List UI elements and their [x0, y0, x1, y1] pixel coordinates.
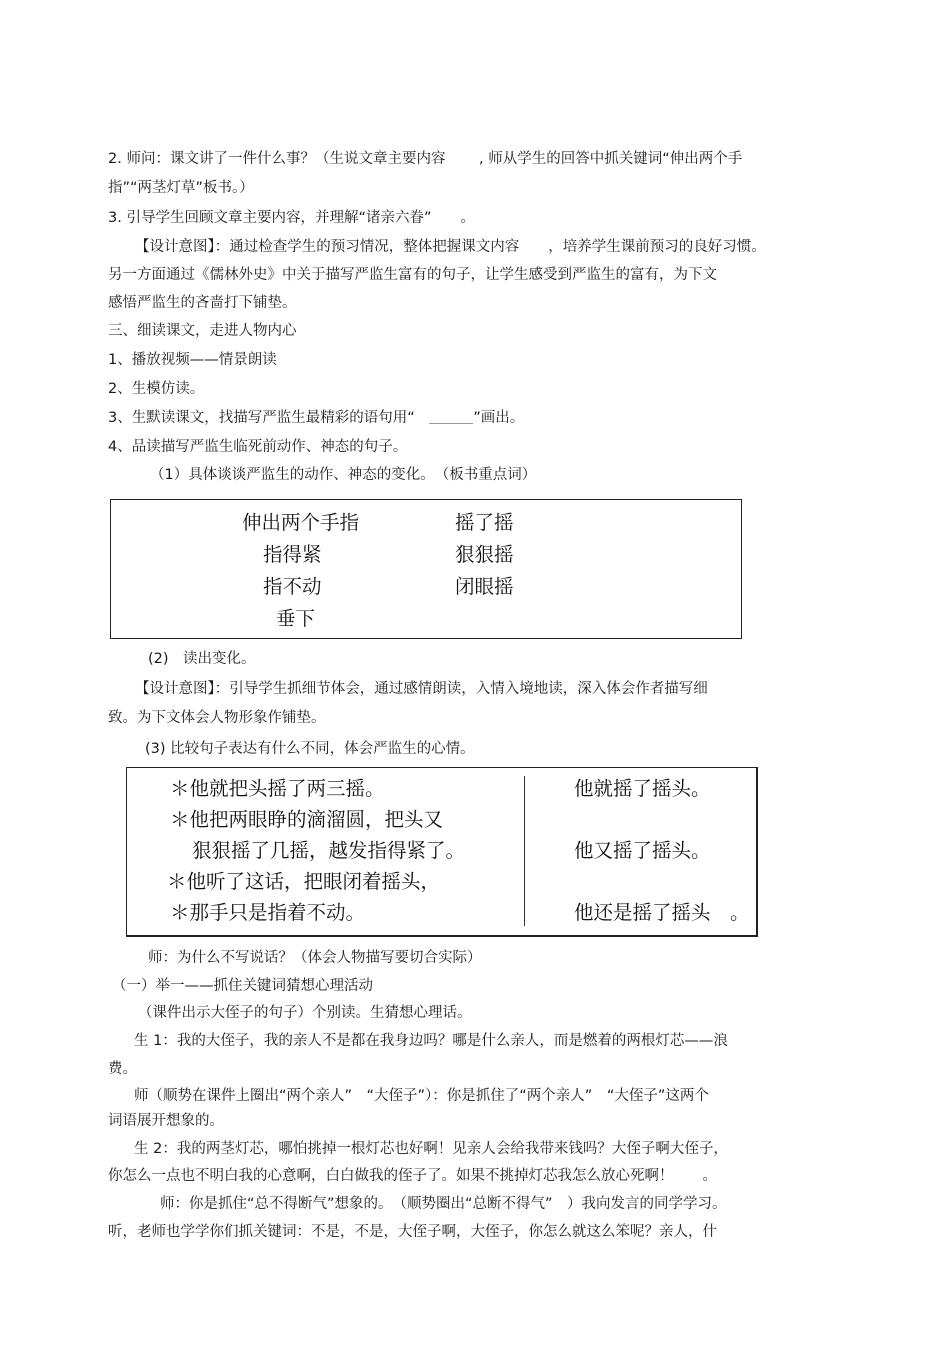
board1-left-3: 指不动	[263, 575, 322, 598]
p3: 【设计意图】：通过检查学生的预习情况，整体把握课文内容 ，培养学生课前预习的良好习惯。	[135, 239, 766, 255]
board1-right-3: 闭眼摇	[455, 575, 514, 598]
p1: 2. 师问：课文讲了一件什么事？（生说文章主要内容 , 师从学生的回答中抓关键词“伸出两个手	[108, 151, 743, 167]
board2-left-3: 狠狠摇了几摇，越发指得紧了。	[192, 839, 466, 862]
board2-right-3: 他还是摇了摇头 。	[574, 901, 750, 924]
p7-part1: 3、生默读课文，找描写严监生最精彩的语句用“	[108, 410, 430, 426]
p16: 生 1：我的大侄子，我的亲人不是都在我身边吗？哪是什么亲人，而是燃着的两根灯芯——浪	[134, 1033, 728, 1049]
p16b: 费。	[108, 1061, 137, 1077]
p1b: 指”“两茎灯草”板书。）	[108, 180, 254, 196]
p18b: 你怎么一点也不明白我的心意啊，白白做我的侄子了。如果不挑掉灯芯我怎么放心死啊！ 。	[108, 1168, 717, 1184]
board1-right-1: 摇了摇	[455, 511, 514, 534]
board2-divider	[524, 776, 525, 926]
p17: 师（顺势在课件上圈出“两个亲人” “大侄子”）：你是抓住了“两个亲人” “大侄子”这两个	[134, 1088, 709, 1104]
board-box-1	[110, 499, 742, 639]
p2: 3. 引导学生回顾文章主要内容，并理解“诸亲六眷” 。	[108, 210, 475, 226]
p11b: 致。为下文体会人物形象作铺垫。	[108, 710, 326, 726]
board2-right-1: 他就摇了摇头。	[574, 777, 711, 800]
p6: 2、生模仿读。	[108, 381, 205, 397]
p17b: 词语展开想象的。	[108, 1113, 224, 1129]
p18: 生 2：我的两茎灯芯，哪怕挑掉一根灯芯也好啊！见亲人会给我带来钱吗？大侄子啊大侄子，	[134, 1141, 728, 1157]
board2-left-5: ＊那手只是指着不动。	[170, 901, 366, 924]
board1-left-4: 垂下	[276, 607, 316, 630]
p3c: 感悟严监生的吝啬打下铺垫。	[108, 295, 297, 311]
p3b: 另一方面通过《儒林外史》中关于描写严监生富有的句子，让学生感受到严监生的富有，为下文	[108, 267, 717, 283]
p7-part2: ”画出。	[473, 410, 525, 426]
board2-left-2: ＊他把两眼睁的滴溜圆，把头又	[170, 808, 444, 831]
board1-left-1: 伸出两个手指	[242, 511, 360, 534]
p10: (2) 读出变化。	[148, 651, 256, 667]
p14: （一）举一——抓住关键词猜想心理活动	[112, 978, 373, 994]
board2-right-2: 他又摇了摇头。	[574, 839, 711, 862]
p8: 4、品读描写严监生临死前动作、神态的句子。	[108, 439, 408, 455]
p9: （1）具体谈谈严监生的动作、神态的变化。 （板书重点词）	[150, 467, 537, 483]
p19b: 听，老师也学学你们抓关键词：不是，不是，大侄子啊，大侄子，你怎么就这么笨呢？亲人，什	[108, 1224, 717, 1240]
board2-left-1: ＊他就把头摇了两三摇。	[170, 777, 385, 800]
p13: 师：为什么不写说话？（体会人物描写要切合实际）	[148, 950, 482, 966]
p12: (3) 比较句子表达有什么不同，体会严监生的心情。	[145, 741, 475, 757]
p19: 师：你是抓住“总不得断气”想象的。 （顺势圈出“总断不得气” ）我向发言的同学学习。	[160, 1196, 727, 1212]
board1-right-2: 狠狠摇	[455, 543, 514, 566]
underline-blank	[429, 413, 473, 424]
p11: 【设计意图】：引导学生抓细节体会，通过感情朗读，入情入境地读，深入体会作者描写细	[135, 681, 708, 697]
board2-left-4: ＊他听了这话，把眼闭着摇头，	[167, 870, 441, 893]
p7	[108, 408, 524, 428]
p5: 1、播放视频——情景朗读	[108, 352, 277, 368]
p15: （课件出示大侄子的句子）个别读。生猜想心理话。	[138, 1005, 472, 1021]
board1-left-2: 指得紧	[263, 543, 322, 566]
p4: 三、细读课文，走进人物内心	[108, 323, 297, 339]
